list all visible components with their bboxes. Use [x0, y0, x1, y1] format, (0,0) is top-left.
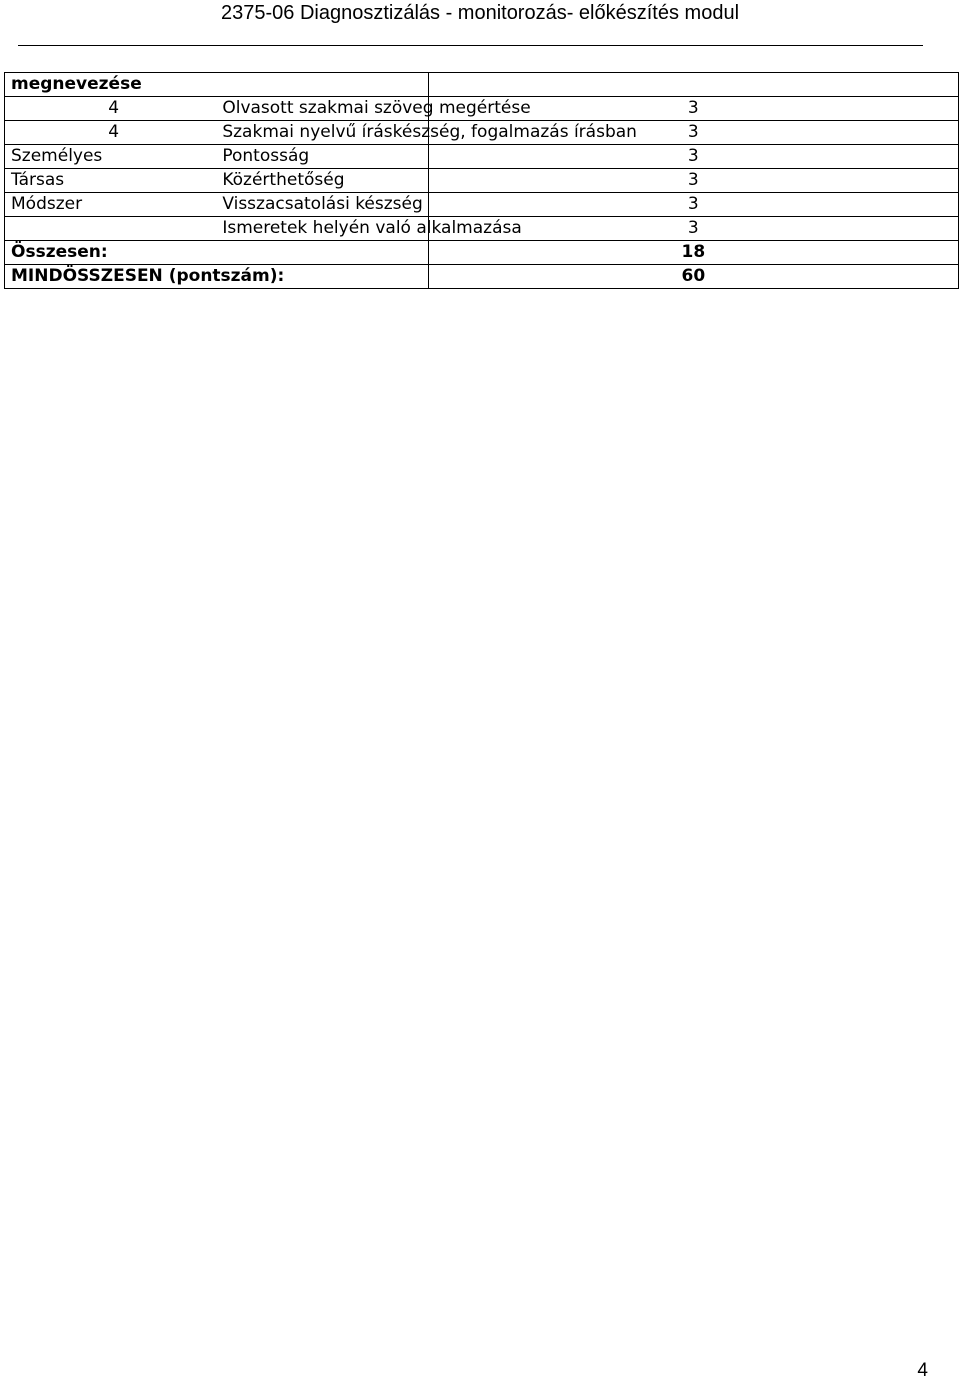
row-description: Ismeretek helyén való alkalmazása [216, 217, 428, 241]
score-table [4, 72, 959, 289]
row-category: Módszer [5, 193, 217, 217]
page-header-title: 2375-06 Diagnosztizálás - monitorozás- előkészítés modul [220, 2, 740, 24]
header-label-cell: megnevezése [5, 73, 429, 97]
table-row [5, 217, 959, 241]
total-value: 18 [428, 241, 958, 265]
grand-total-row [5, 265, 959, 289]
page-number: 4 [917, 1360, 928, 1381]
row-category: 4 [5, 97, 217, 121]
row-score: 3 [428, 193, 958, 217]
table-row [5, 193, 959, 217]
row-description: Visszacsatolási készség [216, 193, 428, 217]
row-description: Közérthetőség [216, 169, 428, 193]
table-row [5, 169, 959, 193]
total-row [5, 241, 959, 265]
row-score: 3 [428, 169, 958, 193]
row-category: Társas [5, 169, 217, 193]
row-category: 4 [5, 121, 217, 145]
row-score: 3 [428, 217, 958, 241]
table-row [5, 97, 959, 121]
table-row [5, 121, 959, 145]
table-header-row [5, 73, 959, 97]
row-score: 3 [428, 97, 958, 121]
row-description: Szakmai nyelvű íráskészség, fogalmazás írásban [216, 121, 428, 145]
grand-total-label: MINDÖSSZESEN (pontszám): [5, 265, 429, 289]
row-description: Olvasott szakmai szöveg megértése [216, 97, 428, 121]
header-divider [18, 45, 923, 46]
row-category [5, 217, 217, 241]
row-description: Pontosság [216, 145, 428, 169]
row-category: Személyes [5, 145, 217, 169]
table-row [5, 145, 959, 169]
row-score: 3 [428, 145, 958, 169]
header-score-cell [428, 73, 958, 97]
total-label: Összesen: [5, 241, 429, 265]
grand-total-value: 60 [428, 265, 958, 289]
row-score: 3 [428, 121, 958, 145]
